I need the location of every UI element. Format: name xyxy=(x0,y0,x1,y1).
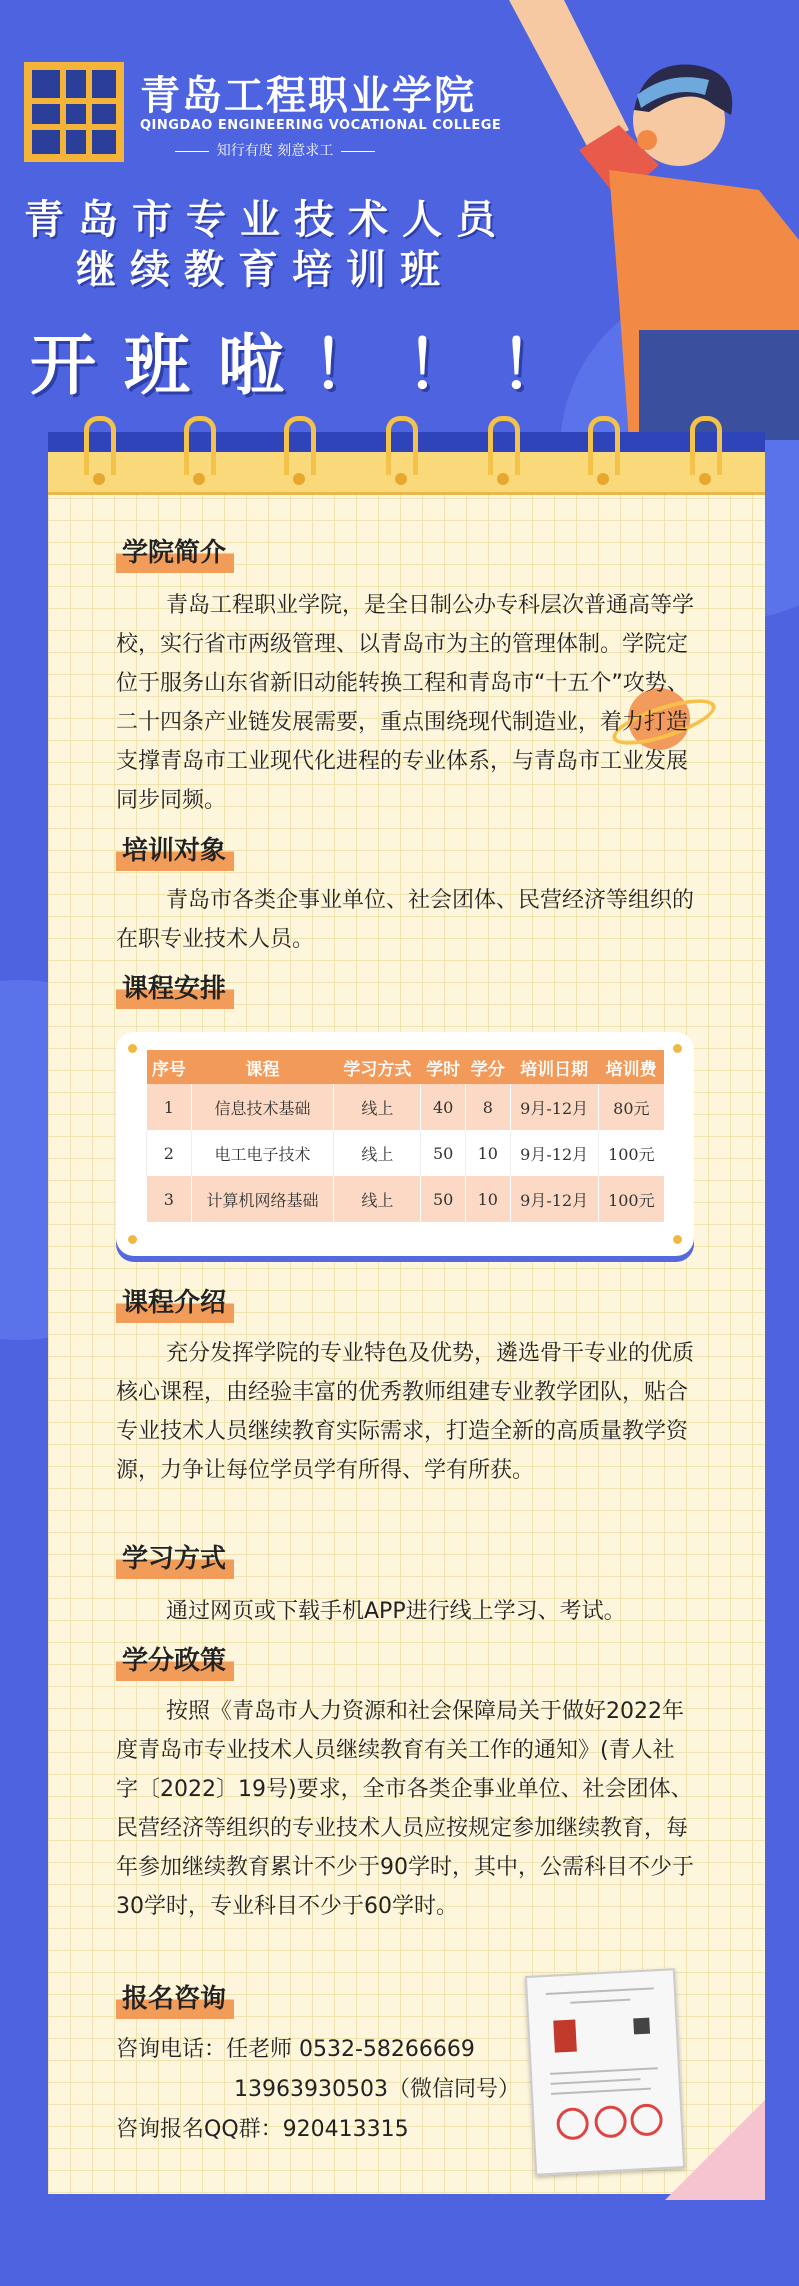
schedule-table xyxy=(146,1050,664,1222)
binder-ring xyxy=(588,416,620,475)
table-row xyxy=(147,1176,665,1222)
column-header: 序号 xyxy=(147,1050,192,1084)
table-cell: 40 xyxy=(421,1084,466,1130)
binder-ring xyxy=(284,416,316,475)
table-cell: 50 xyxy=(421,1130,466,1176)
section-heading-target: 培训对象 xyxy=(116,828,234,871)
column-header: 学时 xyxy=(421,1050,466,1084)
intro-paragraph: 青岛工程职业学院，是全日制公办专科层次普通高等学校，实行省市两级管理、以青岛市为主的管理体制。学院定位于服务山东省新旧动能转换工程和青岛市“十五个”攻势、二十四条产业链发展需要，重点围绕现代制造业，着力打造支撑青岛市工业现代化进程的专业体系，与青岛市工业发展同步同频。 xyxy=(116,593,695,813)
contact-phone-line: 咨询电话：任老师 0532-58266669 xyxy=(116,2037,475,2062)
study-mode-paragraph: 通过网页或下载手机APP进行线上学习、考试。 xyxy=(166,1599,626,1624)
credit-policy-paragraph: 按照《青岛市人力资源和社会保障局关于做好2022年度青岛市专业技术人员继续教育有关工作的通知》(青人社字〔2022〕19号)要求，全市各类企事业单位、社会团体、民营经济等组织的专业技术人员应按规定参加继续教育，每年参加继续教育累计不少于90学时，其中，公需科目不少于30学时，专业科目不少于60学时。 xyxy=(116,1699,694,1919)
table-cell: 80元 xyxy=(598,1084,664,1130)
table-cell: 电工电子技术 xyxy=(191,1130,334,1176)
binder-ring xyxy=(690,416,722,475)
table-cell: 线上 xyxy=(334,1130,421,1176)
table-row xyxy=(147,1130,665,1176)
table-cell: 10 xyxy=(465,1176,510,1222)
table-header-row xyxy=(147,1050,665,1084)
section-heading-study-mode: 学习方式 xyxy=(116,1536,234,1579)
table-cell: 线上 xyxy=(334,1084,421,1130)
table-cell: 9月-12月 xyxy=(510,1084,598,1130)
title-line-2: 继续教育培训班 xyxy=(76,247,454,293)
binder-ring xyxy=(184,416,216,475)
target-paragraph: 青岛市各类企事业单位、社会团体、民营经济等组织的在职专业技术人员。 xyxy=(116,888,695,952)
column-header: 课程 xyxy=(191,1050,334,1084)
table-cell: 8 xyxy=(465,1084,510,1130)
college-name-en: QINGDAO ENGINEERING VOCATIONAL COLLEGE xyxy=(140,118,502,133)
column-header: 培训日期 xyxy=(510,1050,598,1084)
schedule-table-card xyxy=(116,1032,694,1256)
binder-ring xyxy=(386,416,418,475)
binder-ring xyxy=(488,416,520,475)
table-cell: 2 xyxy=(147,1130,192,1176)
table-cell: 100元 xyxy=(598,1130,664,1176)
course-intro-paragraph: 充分发挥学院的专业特色及优势，遴选骨干专业的优质核心课程，由经验丰富的优秀教师组建专业教学团队，贴合专业技术人员继续教育实际需求，打造全新的高质量教学资源，力争让每位学员学有所得、学有所获。 xyxy=(116,1341,695,1483)
college-motto: 知行有度 刻意求工 xyxy=(140,140,410,160)
title-line-3: 开班啦！！！ xyxy=(30,327,594,404)
section-heading-course-intro: 课程介绍 xyxy=(116,1280,234,1323)
section-heading-intro: 学院简介 xyxy=(116,530,234,573)
certificate-image xyxy=(525,1968,685,2176)
section-heading-contact: 报名咨询 xyxy=(116,1976,234,2019)
contact-phone-line-2: 13963930503（微信同号） xyxy=(234,2077,520,2102)
cheering-character-illustration xyxy=(469,0,799,440)
table-cell: 50 xyxy=(421,1176,466,1222)
column-header: 学习方式 xyxy=(334,1050,421,1084)
table-cell: 9月-12月 xyxy=(510,1176,598,1222)
title-line-1: 青岛市专业技术人员 xyxy=(24,197,510,243)
college-name: 青岛工程职业学院 xyxy=(140,72,476,119)
table-cell: 线上 xyxy=(334,1176,421,1222)
table-cell: 10 xyxy=(465,1130,510,1176)
college-logo xyxy=(24,62,124,162)
column-header: 培训费 xyxy=(598,1050,664,1084)
table-cell: 信息技术基础 xyxy=(191,1084,334,1130)
table-cell: 3 xyxy=(147,1176,192,1222)
section-heading-credit-policy: 学分政策 xyxy=(116,1638,234,1681)
table-cell: 1 xyxy=(147,1084,192,1130)
table-cell: 100元 xyxy=(598,1176,664,1222)
column-header: 学分 xyxy=(465,1050,510,1084)
section-heading-schedule: 课程安排 xyxy=(116,966,234,1009)
table-cell: 计算机网络基础 xyxy=(191,1176,334,1222)
table-cell: 9月-12月 xyxy=(510,1130,598,1176)
binder-ring xyxy=(84,416,116,475)
table-row xyxy=(147,1084,665,1130)
contact-qq-line: 咨询报名QQ群：920413315 xyxy=(116,2117,409,2142)
